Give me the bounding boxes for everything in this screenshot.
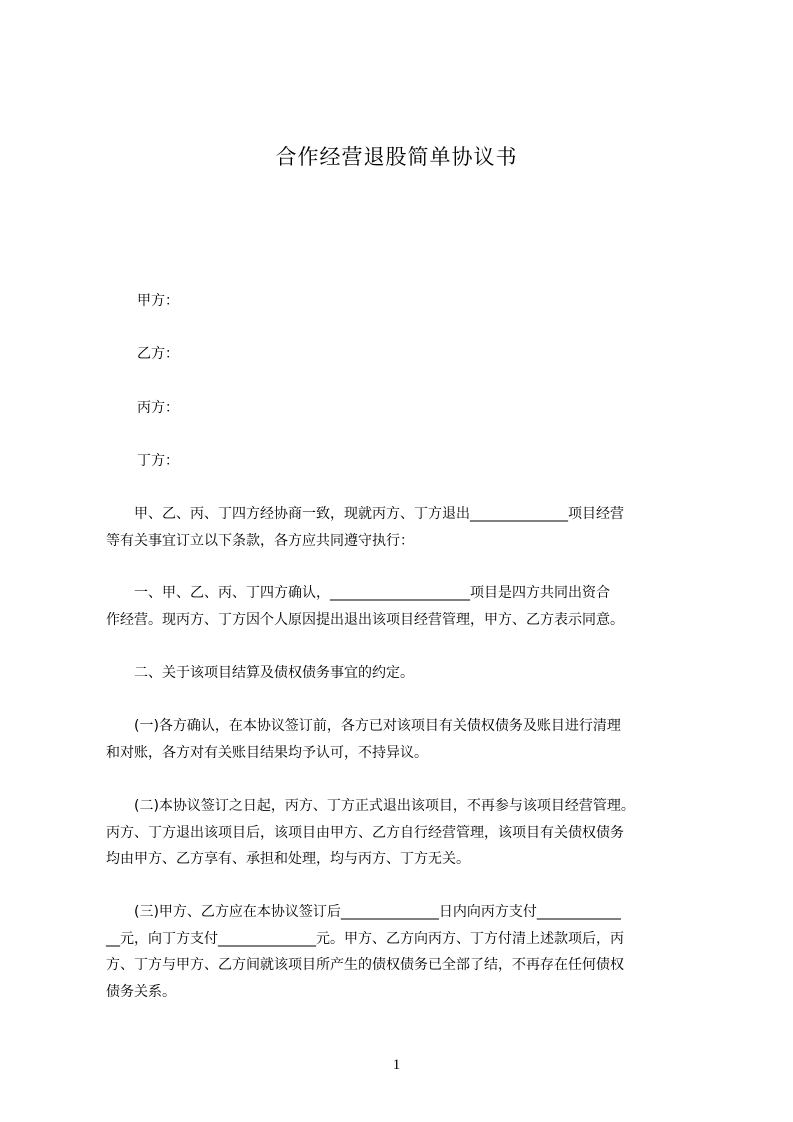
item-three-line-2: __元，向丁方支付______________元。甲方、乙方向丙方、丁方付清上述款项后，丙 [106,930,624,947]
party-bing-label: 丙方： [137,400,179,416]
intro-line-2: 等有关事宜订立以下条款，各方应共同遵守执行： [106,532,414,549]
item-two-paragraph [106,793,698,873]
item-three-line-1: (三)甲方、乙方应在本协议签订后______________日内向丙方支付____________ [106,904,621,920]
intro-paragraph [106,501,698,554]
clause-one-line-2: 作经营。现丙方、丁方因个人原因提出退出该项目经营管理，甲方、乙方表示同意。 [106,611,624,628]
page-number: 1 [392,1057,401,1073]
party-ding-label: 丁方： [137,453,179,469]
item-one-line-1: (一)各方确认，在本协议签订前，各方已对该项目有关债权债务及账目进行清理 [106,718,621,734]
item-two-line-1: (二)本协议签订之日起，丙方、丁方正式退出该项目，不再参与该项目经营管理。 [106,798,635,814]
clause-two-heading-text: 二、关于该项目结算及债权债务事宜的约定。 [106,665,414,681]
item-three-line-3: 方、丁方与甲方、乙方间就该项目所产生的债权债务已全部了结，不再存在任何债权 [106,957,624,973]
clause-one-paragraph [106,580,698,633]
item-one-line-2: 和对账，各方对有关账目结果均予认可，不持异议。 [106,744,428,761]
clause-one-line-1: 一、甲、乙、丙、丁四方确认，____________________项目是四方共同出资合 [106,585,610,601]
item-three-line-4: 债务关系。 [106,983,176,1000]
item-two-line-3: 均由甲方、乙方享有、承担和处理，均与丙方、丁方无关。 [106,851,470,867]
intro-line-1: 甲、乙、丙、丁四方经协商一致，现就丙方、丁方退出______________项目经营 [106,506,624,522]
party-yi-label: 乙方： [137,346,179,362]
item-three-paragraph [106,899,698,1005]
party-jia-label: 甲方： [137,293,179,309]
item-one-paragraph [106,713,698,766]
item-two-line-2: 丙方、丁方退出该项目后，该项目由甲方、乙方自行经营管理，该项目有关债权债务 [106,824,624,841]
clause-two-heading [106,660,698,687]
document-title: 合作经营退股简单协议书 [275,145,518,169]
